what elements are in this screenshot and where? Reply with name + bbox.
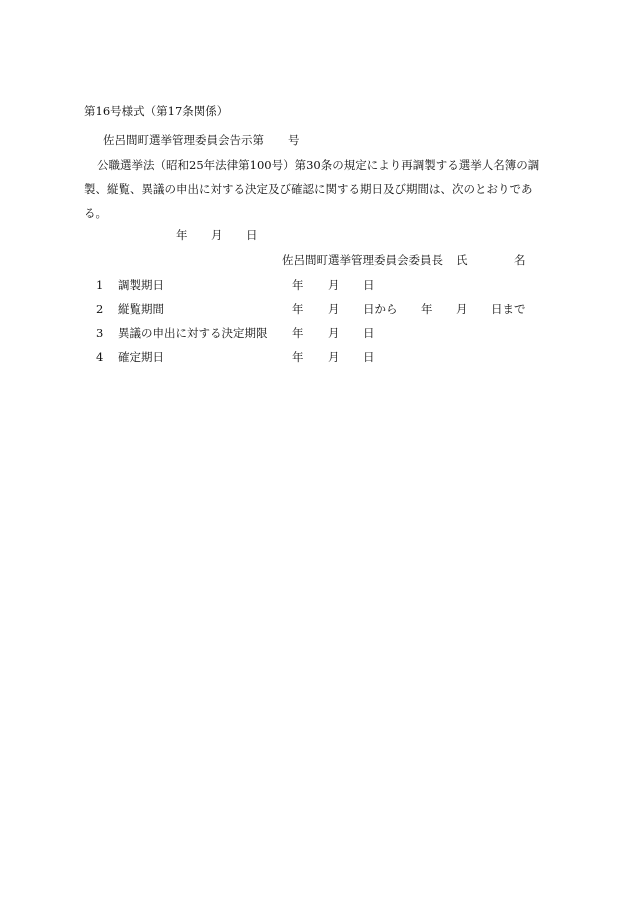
item-number: 3	[96, 326, 104, 340]
item-year: 年	[292, 302, 304, 316]
notice-number	[103, 135, 300, 147]
item-day: 日から	[363, 302, 398, 316]
body-text-line-3: る。	[84, 206, 107, 220]
item-number: 2	[96, 302, 104, 316]
signer-name-label-1: 氏	[456, 253, 468, 267]
signer-name-label-2: 名	[514, 253, 526, 267]
schedule-item	[0, 352, 630, 366]
date-day: 日	[246, 228, 258, 242]
item-end-year: 年	[421, 302, 433, 316]
item-end-month: 月	[456, 302, 468, 316]
form-number: 第16号様式（第17条関係）	[84, 104, 229, 118]
item-year: 年	[292, 278, 304, 292]
item-month: 月	[328, 350, 340, 364]
date-year: 年	[176, 228, 188, 242]
item-year: 年	[292, 326, 304, 340]
date-month: 月	[211, 228, 223, 242]
item-month: 月	[328, 326, 340, 340]
schedule-item	[0, 280, 630, 294]
item-label: 調製期日	[118, 278, 164, 292]
schedule-item	[0, 304, 630, 318]
item-year: 年	[292, 350, 304, 364]
item-day: 日	[363, 326, 375, 340]
notice-suffix: 号	[288, 133, 300, 147]
item-label: 縦覧期間	[118, 302, 164, 316]
item-label: 異議の申出に対する決定期限	[118, 326, 268, 340]
body-text-line-2: 製、縦覧、異議の申出に対する決定及び確認に関する期日及び期間は、次のとおりであ	[84, 182, 533, 196]
item-month: 月	[328, 302, 340, 316]
signer-title: 佐呂間町選挙管理委員会委員長	[282, 253, 443, 267]
item-month: 月	[328, 278, 340, 292]
schedule-item	[0, 328, 630, 342]
item-label: 確定期日	[118, 350, 164, 364]
item-day: 日	[363, 278, 375, 292]
body-text-line-1: 公職選挙法（昭和25年法律第100号）第30条の規定により再調製する選挙人名簿の調	[97, 158, 540, 172]
item-number: 4	[96, 350, 104, 364]
notice-title: 佐呂間町選挙管理委員会告示第	[103, 133, 264, 147]
item-end-day: 日まで	[491, 302, 526, 316]
item-day: 日	[363, 350, 375, 364]
item-number: 1	[96, 278, 104, 292]
